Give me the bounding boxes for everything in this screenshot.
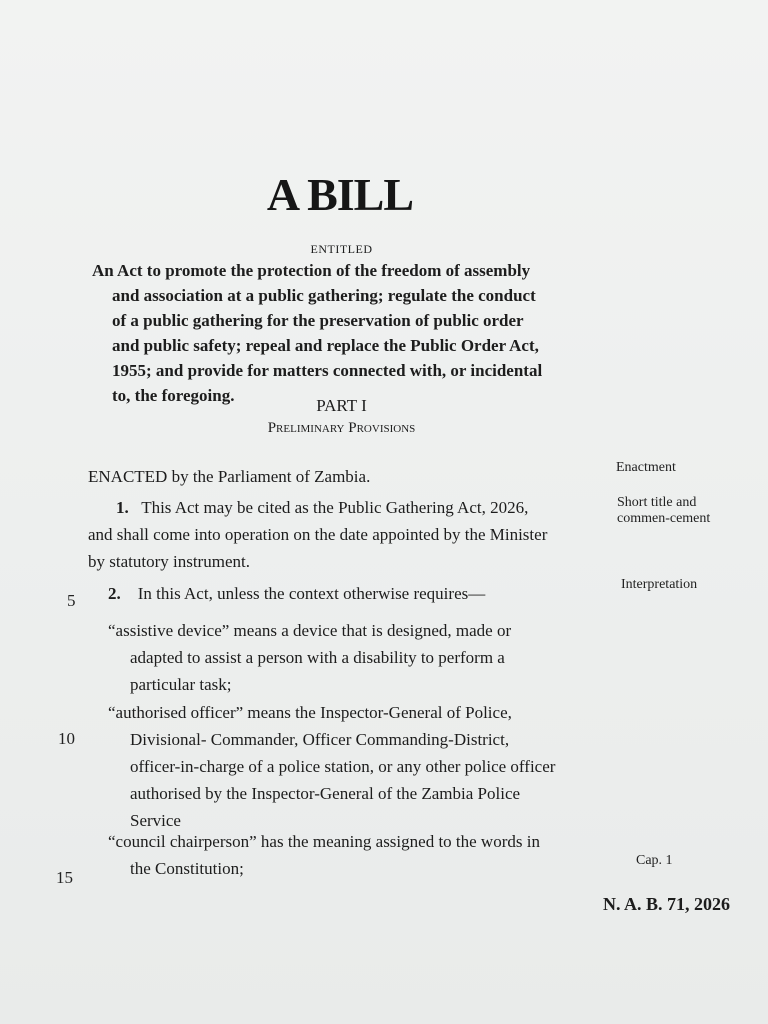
section-text-line: This Act may be cited as the Public Gathering Act, 2026, (141, 498, 529, 517)
definition-line: Service (130, 811, 181, 830)
definition-line: “council chairperson” has the meaning assigned to the words in (108, 832, 540, 851)
bill-reference-number: N. A. B. 71, 2026 (602, 894, 730, 914)
line-number: 10 (58, 729, 75, 748)
section-2 (108, 584, 485, 604)
part-heading: PART I (316, 396, 367, 415)
margin-note-interpretation: Interpretation (621, 577, 698, 592)
long-title-line: and public safety; repeal and replace the Public Order Act, (112, 336, 539, 355)
long-title (92, 258, 612, 408)
long-title-line: 1955; and provide for matters connected with, or incidental (112, 361, 543, 380)
definition-line: “assistive device” means a device that is designed, made or (108, 621, 512, 640)
definition-line: Divisional- Commander, Officer Commanding-District, (130, 730, 510, 749)
long-title-line: and association at a public gathering; regulate the conduct (112, 286, 536, 305)
definition-council-chairperson (108, 828, 618, 882)
definition-line: officer-in-charge of a police station, or any other police officer (130, 757, 556, 776)
section-text: In this Act, unless the context otherwise requires— (137, 584, 486, 603)
section-number: 1. (116, 498, 129, 517)
definition-authorised-officer (108, 699, 618, 834)
margin-note-cap: Cap. 1 (636, 853, 673, 868)
definition-line: adapted to assist a person with a disability to perform a (130, 648, 505, 667)
long-title-line: of a public gathering for the preservation of public order (112, 311, 524, 330)
definition-line: authorised by the Inspector-General of the Zambia Police (130, 784, 521, 803)
line-number: 15 (56, 868, 73, 887)
definition-line: particular task; (130, 675, 232, 694)
long-title-line: to, the foregoing. (112, 386, 235, 405)
long-title-line: An Act to promote the protection of the freedom of assembly (92, 261, 531, 280)
margin-note-enactment: Enactment (616, 460, 676, 475)
enactment-text: ENACTED by the Parliament of Zambia. (88, 467, 371, 486)
line-number: 5 (67, 591, 76, 610)
margin-note-short-title: Short title and commen-cement (617, 495, 711, 526)
section-number: 2. (108, 584, 121, 603)
definition-line: “authorised officer” means the Inspector-General of Police, (108, 703, 512, 722)
section-1 (88, 494, 608, 575)
section-text-line: and shall come into operation on the date appointed by the Minister (88, 525, 548, 544)
definition-line: the Constitution; (130, 859, 244, 878)
part-subheading: Preliminary Provisions (267, 420, 416, 436)
bill-title: A BILL (266, 169, 414, 220)
section-text-line: by statutory instrument. (88, 552, 250, 571)
entitled-label: ENTITLED (310, 242, 373, 256)
definition-assistive-device (108, 617, 618, 698)
